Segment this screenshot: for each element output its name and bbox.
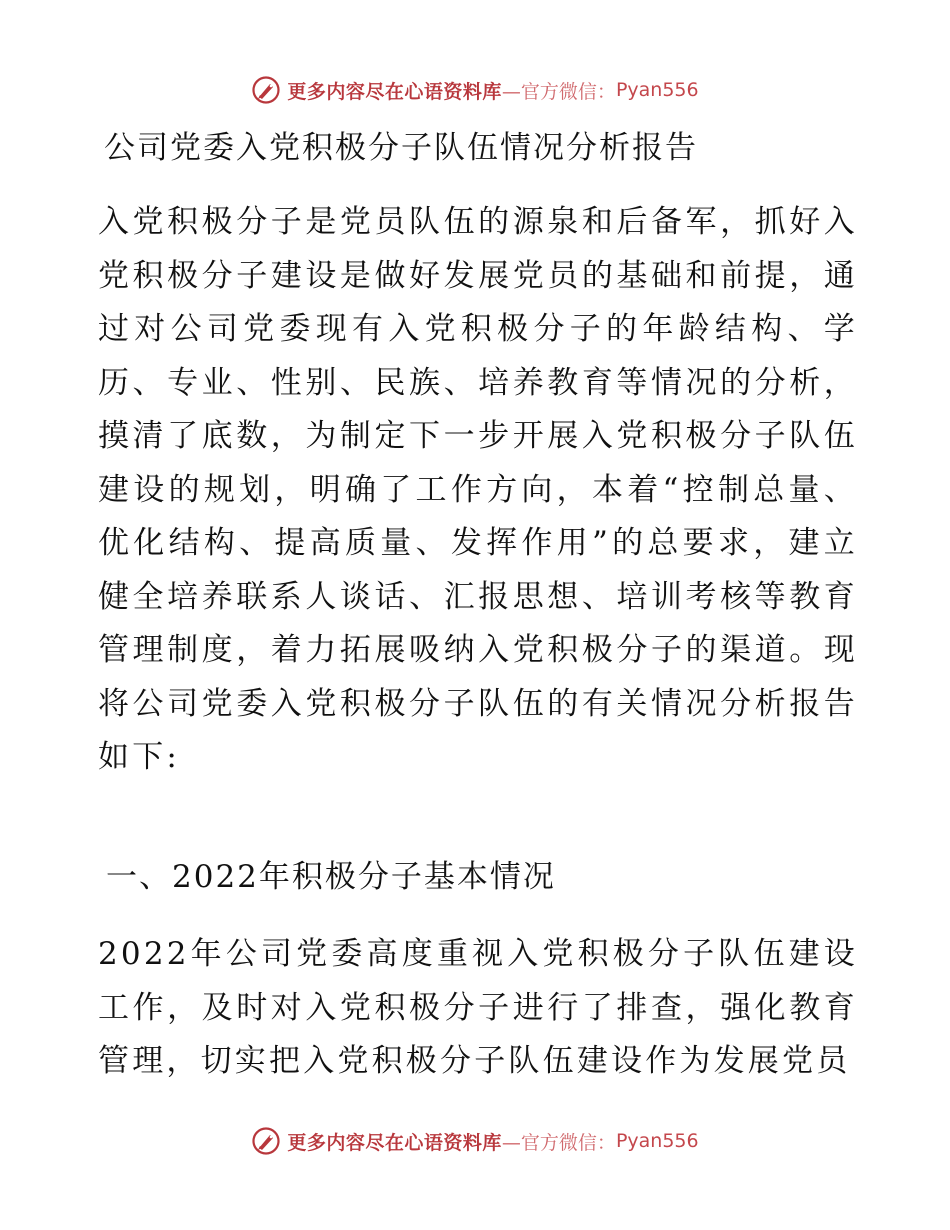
- watermark-handle: Pyan556: [615, 79, 699, 101]
- body-paragraph-1: 入党积极分子是党员队伍的源泉和后备军，抓好入党积极分子建设是做好发展党员的基础和前提，通过对公司党委现有入党积极分子的年龄结构、学历、专业、性别、民族、培养教育等情况的分析，摸清了底数，为制定下一步开展入党积极分子队伍建设的规划，明确了工作方向，本着“控制总量、优化结构、提高质量、发挥作用”的总要求，建立健全培养联系人谈话、汇报思想、培训考核等教育管理制度，着力拓展吸纳入党积极分子的渠道。现将公司党委入党积极分子队伍的有关情况分析报告如下:: [98, 204, 858, 775]
- watermark-sub-text: —官方微信：: [501, 80, 616, 103]
- body-paragraph-2: 2022年公司党委高度重视入党积极分子队伍建设工作，及时对入党积极分子进行了排查，强化教育管理，切实把入党积极分子队伍建设作为发展党员: [98, 936, 858, 1079]
- section-heading-1: 一、2022年积极分子基本情况: [106, 859, 556, 895]
- watermark-main-text: 更多内容尽在心语资料库: [287, 1131, 502, 1154]
- watermark-handle: Pyan556: [615, 1130, 699, 1152]
- pen-nib-logo-icon: [251, 75, 281, 105]
- footer-watermark: [0, 1121, 950, 1161]
- watermark-main-text: 更多内容尽在心语资料库: [287, 80, 502, 103]
- pen-nib-logo-icon: [251, 1126, 281, 1156]
- document-title: 公司党委入党积极分子队伍情况分析报告: [104, 130, 698, 166]
- header-watermark: [0, 70, 950, 110]
- watermark-sub-text: —官方微信：: [501, 1131, 616, 1154]
